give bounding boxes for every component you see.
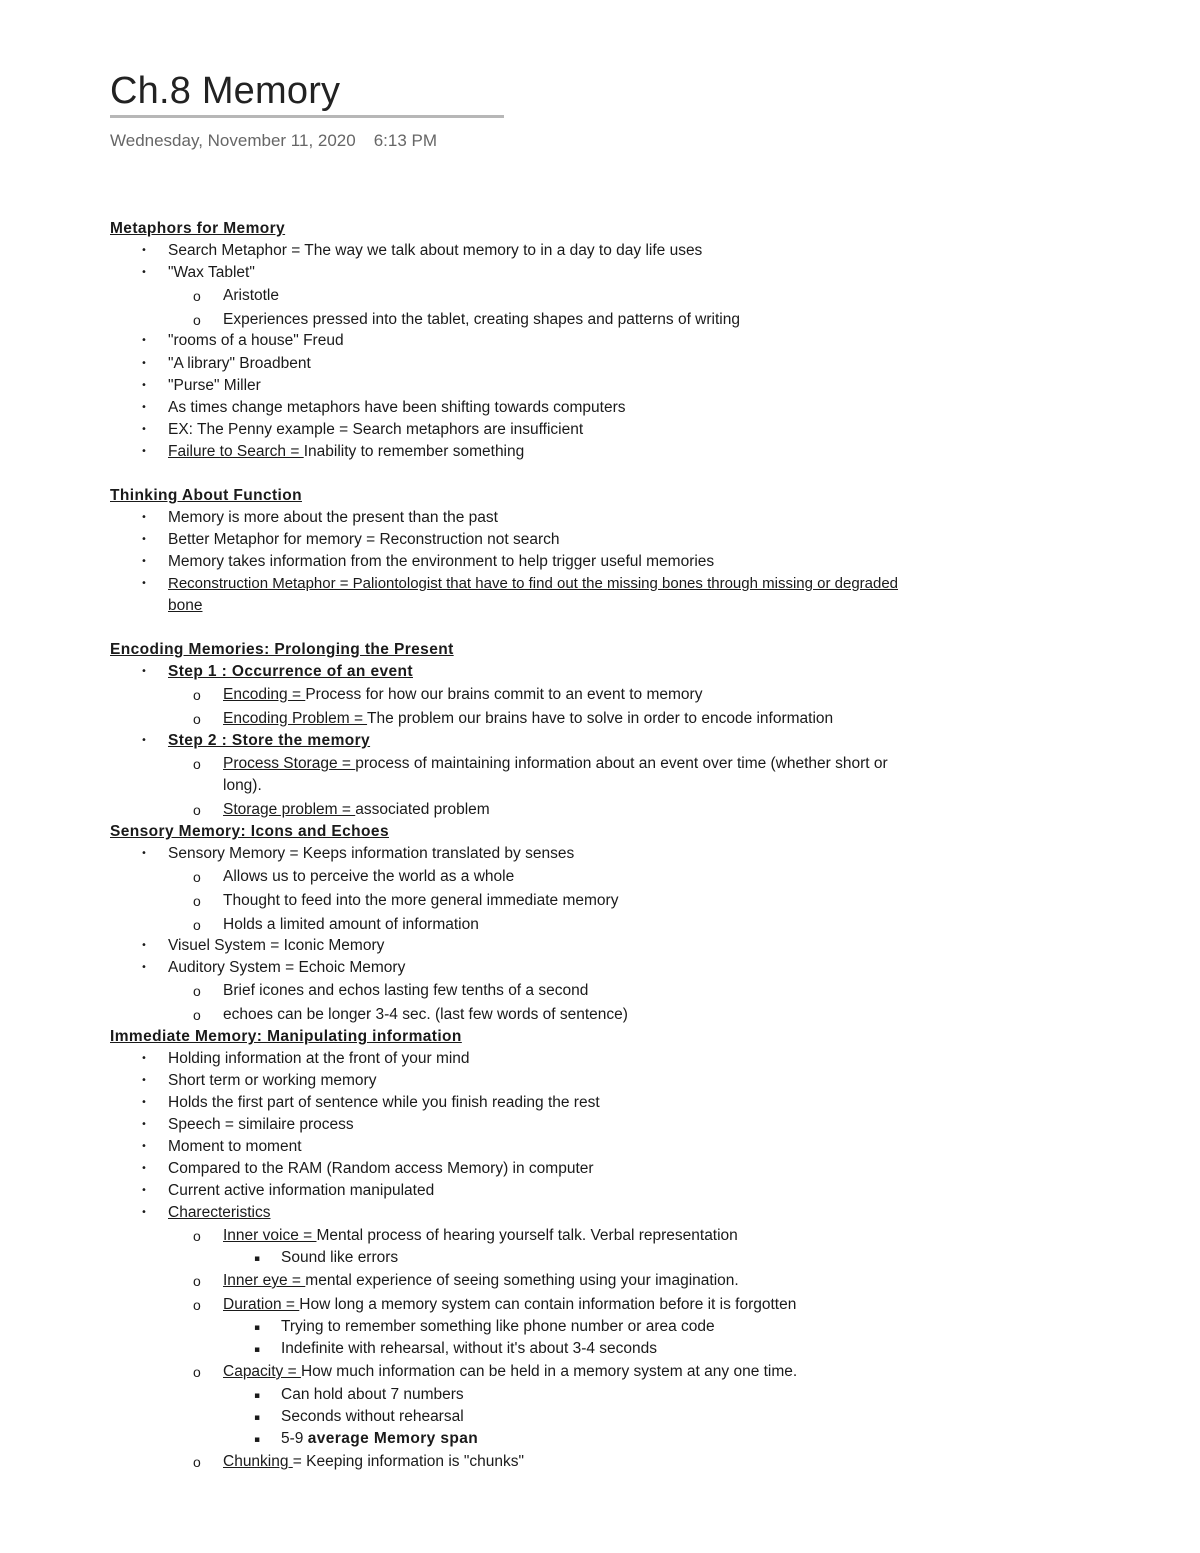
- bullet-icon: •: [141, 358, 147, 369]
- bullet-icon: o: [193, 312, 201, 328]
- bullet-icon: •: [141, 1185, 147, 1196]
- list-item-text: Sensory Memory = Keeps information translated by senses: [168, 845, 575, 862]
- list-item-text: average Memory span: [307, 1430, 479, 1447]
- list-item-text: Speech = similaire process: [168, 1116, 354, 1133]
- list-item-text: Holds the first part of sentence while you finish reading the rest: [168, 1094, 600, 1111]
- list-item-text: Allows us to perceive the world as a whole: [223, 868, 515, 885]
- list-item-text: [223, 709, 833, 729]
- list-item-text: Visuel System = Iconic Memory: [168, 937, 385, 954]
- list-item-text: Seconds without rehearsal: [281, 1408, 464, 1425]
- section-heading-sensory: Sensory Memory: Icons and Echoes: [110, 823, 389, 840]
- list-item-text: Short term or working memory: [168, 1072, 377, 1089]
- page-date: Wednesday, November 11, 2020: [110, 131, 356, 150]
- list-item-text: As times change metaphors have been shifting towards computers: [168, 399, 626, 416]
- bullet-icon: •: [141, 380, 147, 391]
- bullet-icon: o: [193, 1454, 201, 1470]
- list-item-text: = Keeping information is "chunks": [292, 1453, 524, 1470]
- list-item-text: 5-9: [281, 1430, 308, 1447]
- list-item-text: [223, 1362, 797, 1382]
- list-item-text: EX: The Penny example = Search metaphors are insufficient: [168, 421, 584, 438]
- title-underline: [110, 115, 504, 118]
- bullet-icon: •: [141, 1207, 147, 1218]
- list-item-text: Compared to the RAM (Random access Memory) in computer: [168, 1160, 594, 1177]
- list-item-text: Failure to Search =: [168, 443, 304, 460]
- bullet-icon: •: [141, 245, 147, 256]
- bullet-icon: o: [193, 1228, 201, 1244]
- bullet-icon: o: [193, 288, 201, 304]
- list-item-text: Memory takes information from the environment to help trigger useful memories: [168, 553, 715, 570]
- bullet-icon: o: [193, 1297, 201, 1313]
- section-heading-thinking: Thinking About Function: [110, 487, 302, 504]
- bullet-icon: ▪: [254, 1391, 261, 1401]
- bullet-icon: o: [193, 1273, 201, 1289]
- list-item-text: [281, 1429, 478, 1449]
- list-item-text: Encoding Problem =: [223, 710, 368, 727]
- list-item-text: Moment to moment: [168, 1138, 302, 1155]
- list-item-text: Process Storage =: [223, 755, 356, 772]
- list-item-text: Can hold about 7 numbers: [281, 1386, 464, 1403]
- bullet-icon: •: [141, 666, 147, 677]
- bullet-icon: •: [141, 1097, 147, 1108]
- bullet-icon: o: [193, 983, 201, 999]
- bullet-icon: •: [141, 1053, 147, 1064]
- list-item-text: Reconstruction Metaphor = Paliontologist that have to find out the missing bones through missing or degraded: [168, 575, 899, 592]
- list-item-text: [223, 800, 490, 820]
- bullet-icon: o: [193, 802, 201, 818]
- page-time: 6:13 PM: [373, 131, 438, 150]
- list-item-text: [168, 442, 524, 462]
- list-item-text: echoes can be longer 3-4 sec. (last few words of sentence): [223, 1006, 628, 1023]
- list-item-text: Sound like errors: [281, 1249, 399, 1266]
- list-item-text: Holding information at the front of your mind: [168, 1050, 470, 1067]
- list-item-text: Mental process of hearing yourself talk. Verbal representation: [316, 1227, 738, 1244]
- list-item-text: Trying to remember something like phone number or area code: [281, 1318, 715, 1335]
- bullet-icon: ▪: [254, 1435, 261, 1445]
- bullet-icon: •: [141, 940, 147, 951]
- bullet-icon: •: [141, 424, 147, 435]
- list-item-text: Search Metaphor = The way we talk about memory to in a day to day life uses: [168, 242, 703, 259]
- bullet-icon: •: [141, 267, 147, 278]
- bullet-icon: o: [193, 711, 201, 727]
- list-item-text: Inner eye =: [223, 1272, 306, 1289]
- list-item-text: Memory is more about the present than the past: [168, 509, 498, 526]
- list-item-text: Current active information manipulated: [168, 1182, 435, 1199]
- list-item-text: Step 2 : Store the memory: [168, 732, 371, 749]
- bullet-icon: •: [141, 446, 147, 457]
- page-title: Ch.8 Memory: [110, 70, 341, 112]
- list-item-text: "rooms of a house" Freud: [168, 332, 344, 349]
- bullet-icon: •: [141, 556, 147, 567]
- section-heading-immediate: Immediate Memory: Manipulating information: [110, 1028, 462, 1045]
- list-item-text: associated problem: [355, 801, 490, 818]
- list-item-text: [223, 754, 888, 774]
- list-item-text: Step 1 : Occurrence of an event: [168, 663, 413, 680]
- list-item-text: [223, 1452, 524, 1472]
- list-item-text: mental experience of seeing something using your imagination.: [305, 1272, 739, 1289]
- section-heading-encoding: Encoding Memories: Prolonging the Present: [110, 641, 454, 658]
- list-item-text: [223, 1271, 739, 1291]
- list-item-text: Inability to remember something: [303, 443, 525, 460]
- list-item-text: Encoding =: [223, 686, 306, 703]
- list-item-text: Auditory System = Echoic Memory: [168, 959, 406, 976]
- bullet-icon: o: [193, 1364, 201, 1380]
- list-item-text: Charecteristics: [168, 1204, 271, 1221]
- list-item-text: Thought to feed into the more general immediate memory: [223, 892, 619, 909]
- list-item-text: long).: [223, 777, 262, 794]
- list-item-text: Aristotle: [223, 287, 279, 304]
- list-item-text: Chunking: [223, 1453, 293, 1470]
- bullet-icon: ▪: [254, 1345, 261, 1355]
- bullet-icon: •: [141, 1119, 147, 1130]
- bullet-icon: •: [141, 962, 147, 973]
- list-item-text: Storage problem =: [223, 801, 356, 818]
- list-item-text: The problem our brains have to solve in order to encode information: [367, 710, 834, 727]
- bullet-icon: o: [193, 917, 201, 933]
- list-item-text: "Purse" Miller: [168, 377, 261, 394]
- bullet-icon: •: [141, 848, 147, 859]
- bullet-icon: •: [141, 512, 147, 523]
- bullet-icon: •: [141, 578, 147, 589]
- bullet-icon: •: [141, 1075, 147, 1086]
- bullet-icon: •: [141, 534, 147, 545]
- bullet-icon: •: [141, 1141, 147, 1152]
- bullet-icon: o: [193, 687, 201, 703]
- list-item-text: Inner voice =: [223, 1227, 317, 1244]
- bullet-icon: •: [141, 402, 147, 413]
- bullet-icon: o: [193, 893, 201, 909]
- list-item-text: Duration =: [223, 1296, 300, 1313]
- list-item-text: bone: [168, 597, 203, 614]
- bullet-icon: ▪: [254, 1254, 261, 1264]
- list-item-text: Indefinite with rehearsal, without it's about 3-4 seconds: [281, 1340, 658, 1357]
- list-item-text: Brief icones and echos lasting few tenths of a second: [223, 982, 589, 999]
- list-item-text: How much information can be held in a memory system at any one time.: [300, 1363, 798, 1380]
- bullet-icon: •: [141, 335, 147, 346]
- list-item-text: Better Metaphor for memory = Reconstruction not search: [168, 531, 560, 548]
- page-datetime: [110, 131, 437, 151]
- list-item-text: [223, 685, 702, 705]
- list-item-text: Holds a limited amount of information: [223, 916, 479, 933]
- bullet-icon: •: [141, 735, 147, 746]
- bullet-icon: o: [193, 756, 201, 772]
- list-item-text: [223, 1226, 738, 1246]
- bullet-icon: ▪: [254, 1323, 261, 1333]
- bullet-icon: ▪: [254, 1413, 261, 1423]
- section-heading-metaphors: Metaphors for Memory: [110, 220, 286, 237]
- list-item-text: Capacity =: [223, 1363, 301, 1380]
- list-item-text: Experiences pressed into the tablet, creating shapes and patterns of writing: [223, 311, 740, 328]
- list-item-text: "Wax Tablet": [168, 264, 255, 281]
- bullet-icon: o: [193, 869, 201, 885]
- bullet-icon: o: [193, 1007, 201, 1023]
- list-item-text: process of maintaining information about an event over time (whether short or: [355, 755, 888, 772]
- list-item-text: "A library" Broadbent: [168, 355, 311, 372]
- list-item-text: How long a memory system can contain information before it is forgotten: [299, 1296, 797, 1313]
- bullet-icon: •: [141, 1163, 147, 1174]
- list-item-text: Process for how our brains commit to an event to memory: [305, 686, 703, 703]
- list-item-text: [223, 1295, 796, 1315]
